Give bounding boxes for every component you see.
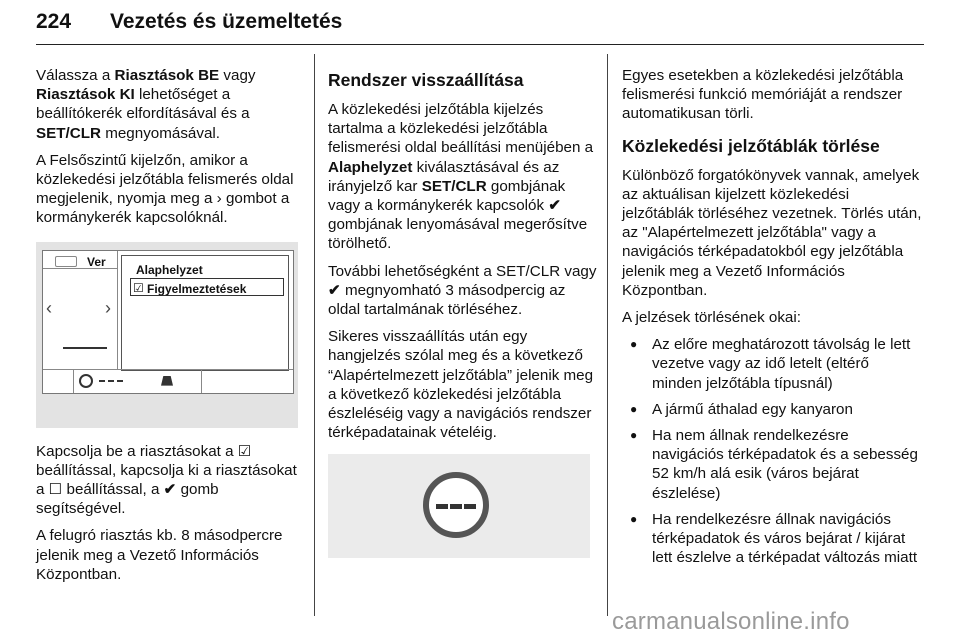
traffic-sign-icon (79, 374, 93, 388)
checkbox-empty-icon: ☐ (48, 481, 63, 499)
column-divider (314, 54, 315, 616)
text: lehetőséget a beállítókerék elfordításával és a (36, 86, 250, 123)
text: megnyomható 3 másodpercig az oldal tartalmának törléséhez. (328, 281, 566, 319)
bold-term: SET/CLR (421, 177, 487, 195)
watermark: carmanualsonline.info (612, 608, 850, 635)
text: vagy (219, 67, 256, 84)
text: További lehetőségként a SET/CLR vagy (328, 262, 597, 280)
text: beállítással, a (62, 481, 164, 499)
list-item: ● Az előre meghatározott távolság le lett vezetve vagy az idő letelt (eltérő minden jelzőtábla típusnál) (622, 335, 922, 393)
text: gomb segítségével. (36, 481, 219, 518)
column-divider (607, 54, 608, 616)
road-icon (161, 376, 173, 386)
bold-term: SET/CLR (36, 124, 101, 142)
divider (43, 268, 117, 269)
dash (450, 504, 462, 509)
page-title: Vezetés és üzemeltetés (110, 10, 343, 33)
settings-menu (121, 255, 289, 371)
car-icon (55, 256, 77, 267)
divider (201, 370, 202, 393)
checkmark-icon: ✔ (548, 197, 562, 215)
menu-item-alaphelyzet: Alaphelyzet (136, 262, 203, 277)
underline-bar (63, 347, 107, 349)
paragraph (36, 442, 304, 519)
text: gombot a kormánykerék kapcsolóknál. (36, 190, 290, 227)
paragraph (328, 100, 600, 254)
text: megnyomásával. (100, 124, 221, 142)
chevron-right-icon: › (105, 297, 111, 318)
bold-term: Riasztások BE (114, 67, 220, 84)
paragraph: Különböző forgatókönyvek vannak, amelyek az aktuálisan kijelzett közlekedési jelzőtáblák törléséhez vezetnek. Törlés után, az "Alapértelmezett jelzőtábla" vagy a navigációs térképadatokból egy jelzőtábla jelenik meg a Vezető Információs Központban. (622, 166, 922, 299)
list-item: ● Ha nem állnak rendelkezésre navigációs térképadatok és a sebesség 52 km/h alá esik (város bejárat észlelése) (622, 426, 922, 503)
menu-item-label: Figyelmeztetések (147, 281, 247, 296)
section-heading: Közlekedési jelzőtáblák törlése (622, 135, 880, 156)
paragraph: Sikeres visszaállítás után egy hangjelzés szólal meg és a következő “Alapértelmezett jelzőtábla” jelenik meg a következő közlekedési jelzőtábla észleléséig vagy a navigációs rendszer térképadatainak vételéig. (328, 328, 594, 442)
left-panel (43, 251, 118, 369)
chevron-right-icon: › (216, 190, 222, 208)
bold-term: Riasztások KI (36, 86, 135, 104)
page-number: 224 (36, 10, 72, 33)
divider (73, 370, 74, 393)
display-screenshot (36, 242, 298, 428)
default-traffic-sign-image (328, 454, 590, 558)
list-item: ● A jármű áthalad egy kanyaron (622, 400, 922, 419)
bold-term: Alaphelyzet (328, 158, 413, 176)
text: gombjának vagy a kormánykerék kapcsolók (328, 177, 566, 215)
text: gombjának lenyomásával megerősítve törölhető. (328, 216, 588, 253)
section-heading: Rendszer visszaállítása (328, 70, 524, 90)
text: kiválasztásával és az irányjelző kar (328, 158, 560, 195)
chevron-left-icon: ‹ (46, 297, 52, 318)
bottom-bar (43, 369, 293, 393)
checkbox-icon: ☑ (133, 280, 144, 295)
dash (464, 504, 476, 509)
checkmark-icon: ✔ (163, 481, 177, 499)
column-3 (622, 66, 922, 574)
paragraph (36, 66, 304, 143)
text: Kapcsolja be a riasztásokat a (36, 442, 238, 460)
text: A Felsőszintű kijelzőn, amikor a közlekedési jelzőtábla felismerés oldal megjelenik, nyomja meg a (36, 151, 294, 208)
checkbox-checked-icon: ☑ (237, 442, 252, 460)
driver-info-display (42, 250, 294, 394)
text: beállítással, kapcsolja ki a riasztásokat a (36, 461, 297, 499)
paragraph: Egyes esetekben a közlekedési jelzőtábla felismerési funkció memóriáját a rendszer automatikusan törli. (622, 67, 904, 123)
reasons-list (622, 335, 922, 567)
dash (436, 504, 448, 509)
paragraph: A jelzések törlésének okai: (622, 309, 801, 327)
text: A közlekedési jelzőtábla kijelzés tartalma a közlekedési jelzőtábla felismerési oldal beállítási menüjében a (328, 101, 594, 157)
paragraph (36, 151, 304, 228)
dashes-icon (99, 380, 123, 382)
text: Válassza a (36, 67, 115, 84)
page-header (36, 10, 342, 34)
checkmark-icon: ✔ (328, 281, 341, 299)
end-of-restriction-sign-icon (423, 472, 489, 538)
paragraph: A felugró riasztás kb. 8 másodpercre jelenik meg a Vezető Információs Központban. (36, 527, 283, 583)
paragraph (328, 262, 600, 320)
header-rule (36, 44, 924, 45)
column-2 (328, 70, 600, 558)
partial-label: Ver (87, 254, 106, 269)
list-item: ● Ha rendelkezésre állnak navigációs térképadatok és város bejárat / kijárat lett észlelve a térképadat változás miatt (622, 510, 922, 568)
column-1 (36, 66, 304, 592)
menu-item-figyelmeztetesek (130, 278, 284, 296)
